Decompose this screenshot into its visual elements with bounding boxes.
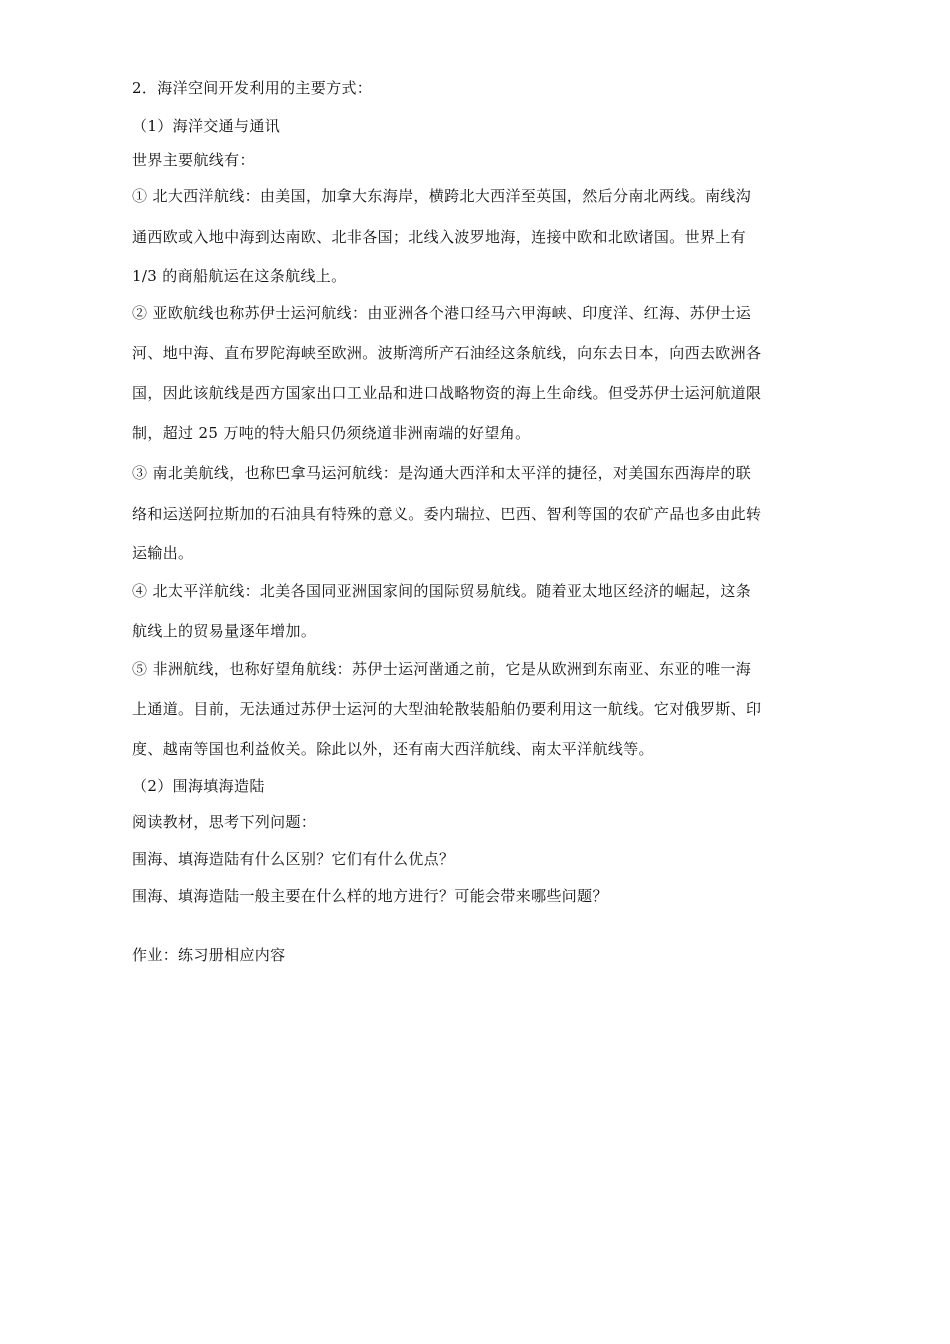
question-2: 围海、填海造陆一般主要在什么样的地方进行？可能会带来哪些问题？: [132, 887, 608, 905]
route3-line: 运输出。: [132, 544, 194, 562]
subsection-title-reclamation: （2）围海填海造陆: [132, 777, 265, 795]
route4-line: ④ 北太平洋航线：北美各国同亚洲国家间的国际贸易航线。随着亚太地区经济的崛起，这条: [132, 582, 752, 600]
route1-line: 1/3 的商船航运在这条航线上。: [132, 267, 347, 285]
route2-line: 河、地中海、直布罗陀海峡至欧洲。波斯湾所产石油经这条航线，向东去日本，向西去欧洲各: [132, 344, 762, 362]
route2-line: ② 亚欧航线也称苏伊士运河航线：由亚洲各个港口经马六甲海峡、印度洋、红海、苏伊士运: [132, 304, 752, 322]
route5-line: 上通道。目前，无法通过苏伊士运河的大型油轮散装船舶仍要利用这一航线。它对俄罗斯、印: [132, 700, 762, 718]
route1-line: ① 北大西洋航线：由美国，加拿大东海岸，横跨北大西洋至英国，然后分南北两线。南线沟: [132, 187, 752, 205]
section-heading: 2．海洋空间开发利用的主要方式：: [132, 79, 373, 97]
route3-line: ③ 南北美航线，也称巴拿马运河航线：是沟通大西洋和太平洋的捷径，对美国东西海岸的联: [132, 464, 752, 482]
reading-prompt: 阅读教材，思考下列问题：: [132, 813, 317, 831]
route2-line: 制，超过 25 万吨的特大船只仍须绕道非洲南端的好望角。: [132, 424, 531, 442]
routes-intro: 世界主要航线有：: [132, 151, 255, 169]
question-1: 围海、填海造陆有什么区别？它们有什么优点？: [132, 850, 455, 868]
route5-line: ⑤ 非洲航线，也称好望角航线：苏伊士运河凿通之前，它是从欧洲到东南亚、东亚的唯一海: [132, 660, 752, 678]
route2-line: 国，因此该航线是西方国家出口工业品和进口战略物资的海上生命线。但受苏伊士运河航道限: [132, 384, 762, 402]
homework-note: 作业：练习册相应内容: [132, 946, 286, 964]
route4-line: 航线上的贸易量逐年增加。: [132, 622, 317, 640]
route5-line: 度、越南等国也利益攸关。除此以外，还有南大西洋航线、南太平洋航线等。: [132, 740, 654, 758]
subsection-title-transport: （1）海洋交通与通讯: [132, 117, 281, 135]
route1-line: 通西欧或入地中海到达南欧、北非各国；北线入波罗地海，连接中欧和北欧诸国。世界上有: [132, 228, 747, 246]
route3-line: 络和运送阿拉斯加的石油具有特殊的意义。委内瑞拉、巴西、智利等国的农矿产品也多由此转: [132, 505, 762, 523]
